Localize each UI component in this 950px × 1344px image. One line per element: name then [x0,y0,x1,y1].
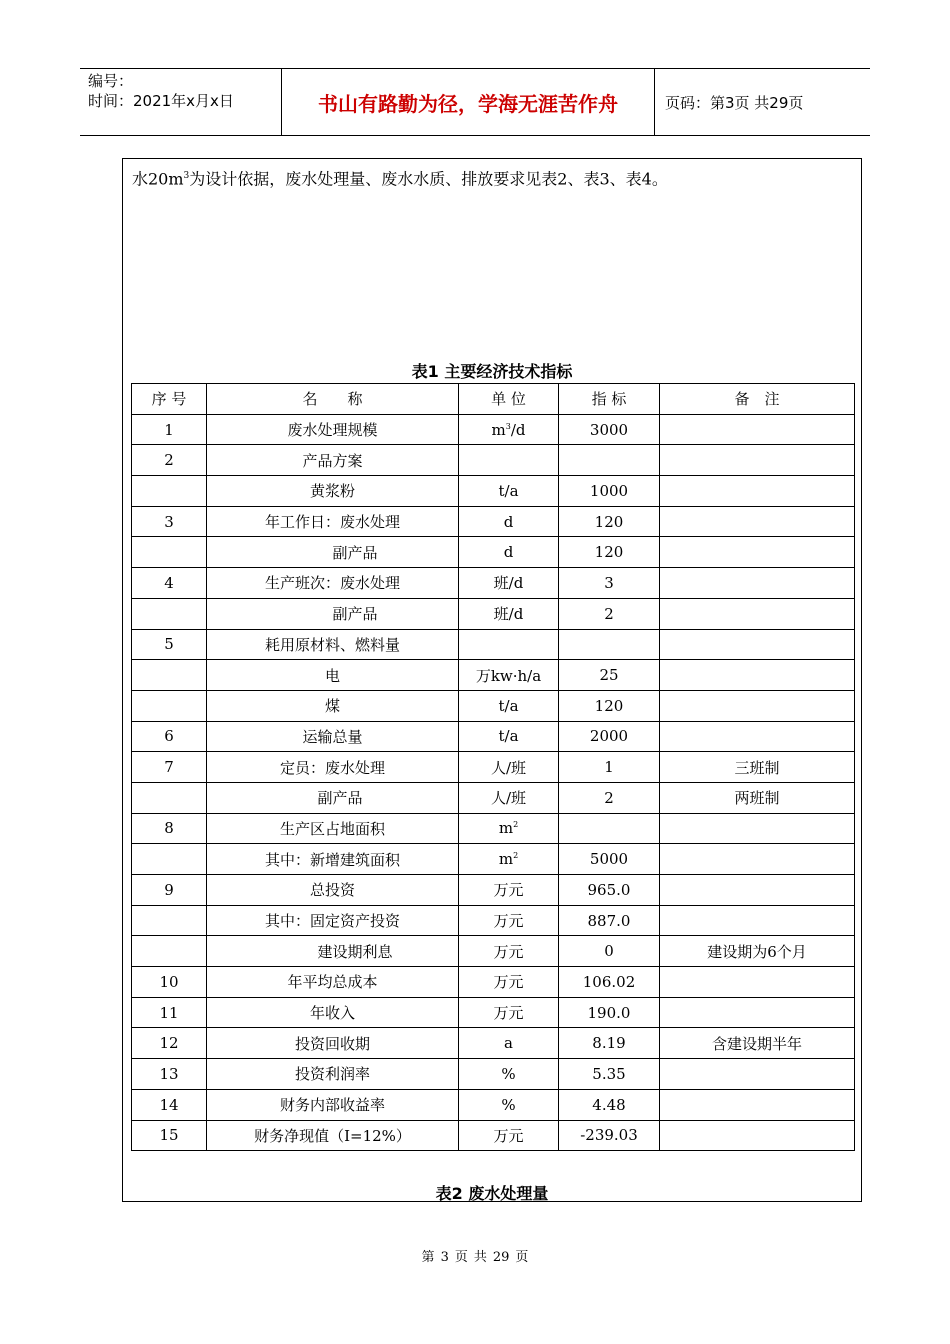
content-frame [122,158,862,1202]
footer-word-gong: 共 [473,1250,487,1265]
cell-unit [459,660,559,691]
cell-no: 1 [132,414,207,445]
table-row [132,445,855,476]
table-row [132,813,855,844]
cell-value: 2 [559,782,660,813]
cell-note [660,537,855,568]
cell-name: 废水处理规模 [207,414,459,445]
unit-base: 万元 [493,942,524,961]
number-label: 编号： [88,72,134,90]
cell-unit [459,844,559,875]
cell-name: 黄浆粉 [207,476,459,507]
cell-name: 生产区占地面积 [207,813,459,844]
footer-word-ye2: 页 [515,1250,529,1265]
unit-sup: 2 [513,851,519,861]
cell-no: 14 [132,1089,207,1120]
unit-base: 班/d [493,574,524,593]
table-row [132,1120,855,1151]
header-no: 序 号 [132,384,207,415]
cell-value: 120 [559,506,660,537]
table-row [132,476,855,507]
cell-no: 10 [132,967,207,998]
cell-note [660,414,855,445]
cell-no: 9 [132,875,207,906]
cell-no [132,844,207,875]
cell-note [660,1059,855,1090]
cell-unit [459,537,559,568]
unit-suffix: /d [510,420,526,439]
table-row [132,936,855,967]
cell-no: 13 [132,1059,207,1090]
unit-sup: 3 [505,421,511,431]
table-row [132,782,855,813]
unit-base: t/a [498,696,519,715]
motto: 书山有路勤为径，学海无涯苦作舟 [282,69,655,135]
cell-value: 887.0 [559,905,660,936]
table-row [132,537,855,568]
cell-unit [459,875,559,906]
cell-note [660,1089,855,1120]
cell-name: 副产品 [207,537,459,568]
cell-value [559,629,660,660]
cell-value: 2000 [559,721,660,752]
cell-unit [459,476,559,507]
table1-caption: 表1 主要经济技术指标 [411,362,573,381]
cell-unit [459,752,559,783]
unit-sup: 2 [513,820,519,830]
intro-paragraph [132,165,668,190]
cell-name: 副产品 [207,782,459,813]
cell-note [660,967,855,998]
time-label: 时间：2021年x月x日 [88,92,234,110]
unit-base: % [501,1095,516,1114]
cell-no: 15 [132,1120,207,1151]
cell-no: 2 [132,445,207,476]
cell-unit [459,445,559,476]
unit-base: d [503,543,514,562]
cell-name: 电 [207,660,459,691]
table-row [132,414,855,445]
cell-name: 产品方案 [207,445,459,476]
cell-no [132,660,207,691]
cell-name: 建设期利息 [207,936,459,967]
header-value: 指 标 [559,384,660,415]
cell-name: 年收入 [207,997,459,1028]
unit-base: 万元 [493,881,524,900]
unit-base: 人/班 [490,758,527,777]
cell-note [660,875,855,906]
cell-note [660,997,855,1028]
cell-unit [459,568,559,599]
cell-note [660,598,855,629]
table-row [132,721,855,752]
footer-word-di: 第 [421,1250,435,1265]
cell-value: 106.02 [559,967,660,998]
header-name: 名 称 [207,384,459,415]
table-row [132,660,855,691]
table-row [132,997,855,1028]
cell-no [132,782,207,813]
cell-no: 7 [132,752,207,783]
table-header-row [132,384,855,415]
cell-unit [459,1120,559,1151]
unit-base: 班/d [493,605,524,624]
cell-no [132,476,207,507]
unit-base: 人/班 [490,789,527,808]
cell-name: 运输总量 [207,721,459,752]
cell-note: 含建设期半年 [660,1028,855,1059]
unit-base: % [501,1064,516,1083]
cell-value: 4.48 [559,1089,660,1120]
cell-no [132,598,207,629]
header-note: 备 注 [660,384,855,415]
table-row [132,905,855,936]
cell-name: 财务内部收益率 [207,1089,459,1120]
cell-no: 6 [132,721,207,752]
cell-no: 4 [132,568,207,599]
cell-no: 3 [132,506,207,537]
table-row [132,844,855,875]
page-info: 页码：第3页 共29页 [665,93,804,112]
unit-base: 万kw·h/a [475,666,542,685]
unit-base: m [491,420,506,439]
intro-suffix: 为设计依据，废水处理量、废水水质、排放要求见表2、表3、表4。 [189,169,668,189]
cell-value: 120 [559,537,660,568]
table-row [132,506,855,537]
cell-name: 生产班次：废水处理 [207,568,459,599]
cell-unit [459,905,559,936]
unit-base: t/a [498,481,519,500]
cell-value: 5.35 [559,1059,660,1090]
cell-name: 其中：固定资产投资 [207,905,459,936]
cell-note [660,905,855,936]
cell-unit [459,414,559,445]
table-row [132,875,855,906]
cell-value: 8.19 [559,1028,660,1059]
cell-note: 建设期为6个月 [660,936,855,967]
cell-value: 5000 [559,844,660,875]
table-row [132,690,855,721]
footer-page-number: 3 [440,1250,449,1265]
header-meta [80,69,282,135]
cell-name: 投资利润率 [207,1059,459,1090]
cell-note [660,445,855,476]
cell-unit [459,1089,559,1120]
intro-prefix: 水20m [132,169,184,189]
cell-value [559,813,660,844]
cell-value: 1 [559,752,660,783]
unit-base: 万元 [493,1126,524,1145]
cell-note: 两班制 [660,782,855,813]
cell-unit [459,782,559,813]
cell-unit [459,598,559,629]
cell-note: 三班制 [660,752,855,783]
header-unit: 单 位 [459,384,559,415]
cell-note [660,506,855,537]
cell-unit [459,1059,559,1090]
table-row [132,1028,855,1059]
cell-name: 年平均总成本 [207,967,459,998]
cell-name: 煤 [207,690,459,721]
cell-value: 190.0 [559,997,660,1028]
cell-unit [459,690,559,721]
footer-total-pages: 29 [492,1250,510,1265]
cell-value: -239.03 [559,1120,660,1151]
cell-no [132,936,207,967]
cell-note [660,629,855,660]
unit-base: d [503,512,514,531]
cell-value [559,445,660,476]
cell-value: 25 [559,660,660,691]
cell-note [660,660,855,691]
cell-note [660,844,855,875]
cell-value: 120 [559,690,660,721]
cell-name: 定员：废水处理 [207,752,459,783]
table-row [132,1089,855,1120]
page-header [80,68,870,136]
cell-no [132,537,207,568]
cell-unit [459,721,559,752]
cell-note [660,1120,855,1151]
cell-unit [459,967,559,998]
unit-base: 万元 [493,1004,524,1023]
cell-name: 总投资 [207,875,459,906]
footer-word-ye: 页 [454,1250,468,1265]
unit-base: 万元 [493,973,524,992]
unit-base: t/a [498,727,519,746]
cell-value: 0 [559,936,660,967]
cell-no [132,690,207,721]
economic-indicators-table [131,383,855,1151]
cell-name: 副产品 [207,598,459,629]
cell-no: 12 [132,1028,207,1059]
cell-no: 11 [132,997,207,1028]
unit-base: a [504,1034,513,1053]
cell-name: 年工作日：废水处理 [207,506,459,537]
table-row [132,629,855,660]
cell-value: 2 [559,598,660,629]
table-row [132,568,855,599]
unit-base: 万元 [493,912,524,931]
cell-value: 965.0 [559,875,660,906]
cell-name: 其中：新增建筑面积 [207,844,459,875]
unit-base: m [498,819,514,838]
cell-unit [459,813,559,844]
table-row [132,1059,855,1090]
intro-sup: 3 [183,171,190,181]
table-row [132,598,855,629]
cell-note [660,476,855,507]
cell-unit [459,936,559,967]
cell-unit [459,629,559,660]
table2-caption: 表2 废水处理量 [435,1184,549,1203]
cell-value: 1000 [559,476,660,507]
cell-note [660,721,855,752]
cell-unit [459,997,559,1028]
cell-name: 耗用原材料、燃料量 [207,629,459,660]
cell-unit [459,506,559,537]
cell-unit [459,1028,559,1059]
unit-base: m [498,850,514,869]
page-footer [0,1246,950,1265]
cell-name: 投资回收期 [207,1028,459,1059]
cell-note [660,813,855,844]
cell-value: 3 [559,568,660,599]
cell-no: 5 [132,629,207,660]
cell-note [660,568,855,599]
cell-note [660,690,855,721]
table-row [132,752,855,783]
cell-no: 8 [132,813,207,844]
cell-no [132,905,207,936]
cell-value: 3000 [559,414,660,445]
table-row [132,967,855,998]
cell-name: 财务净现值（I=12%） [207,1120,459,1151]
